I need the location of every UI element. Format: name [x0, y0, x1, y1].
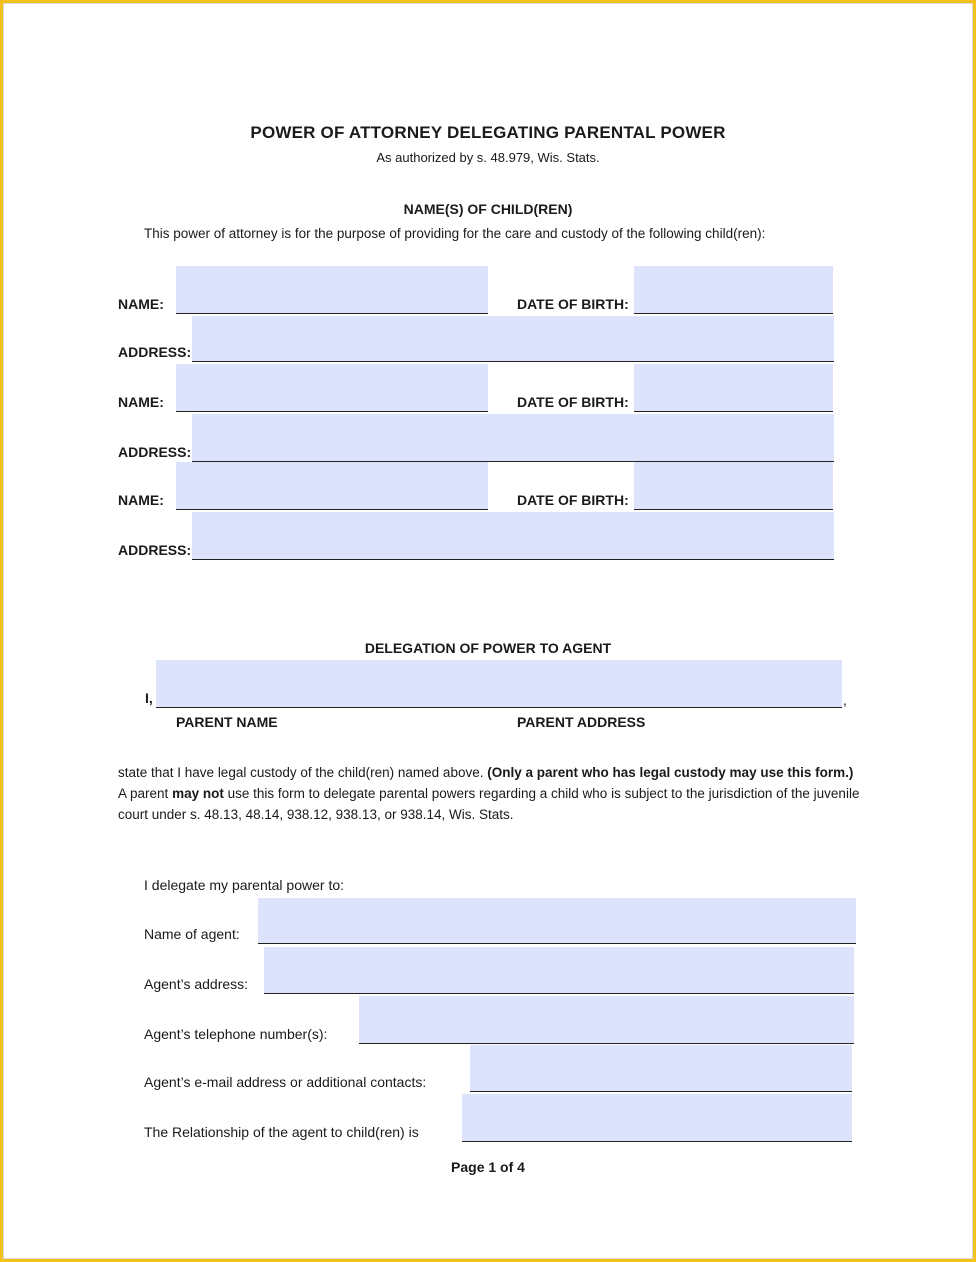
document-title: POWER OF ATTORNEY DELEGATING PARENTAL POWER: [250, 123, 726, 142]
agent-relationship-label: The Relationship of the agent to child(ren) is: [144, 1124, 419, 1140]
child-3-name-label: NAME:: [118, 492, 164, 508]
child-3-address-input[interactable]: [192, 512, 834, 559]
parent-name-caption: PARENT NAME: [176, 714, 278, 730]
agent-relationship-field[interactable]: [462, 1094, 852, 1142]
statement-part-3: use this form to delegate parental powers regarding a child who is subject to the jurisdiction of the juvenile court under s. 48.13, 48.14, 938.12, 938.13, or 938.14, Wis. Stats.: [118, 786, 860, 822]
child-3-dob-input[interactable]: [634, 462, 833, 509]
parent-name-address-field[interactable]: [156, 660, 842, 708]
child-3-address-field[interactable]: [192, 512, 834, 560]
agent-relationship-input[interactable]: [462, 1094, 852, 1141]
children-heading: NAME(S) OF CHILD(REN): [403, 201, 573, 217]
statement-bold-1: (Only a parent who has legal custody may use this form.): [487, 765, 854, 780]
agent-name-input[interactable]: [258, 898, 856, 943]
agent-name-label: Name of agent:: [144, 926, 240, 942]
parent-name-address-input[interactable]: [156, 660, 842, 707]
child-2-dob-label: DATE OF BIRTH:: [517, 394, 629, 410]
agent-email-label: Agent’s e-mail address or additional contacts:: [144, 1074, 427, 1090]
child-3-name-input[interactable]: [176, 462, 488, 509]
agent-address-field[interactable]: [264, 947, 854, 994]
child-2-address-input[interactable]: [192, 414, 834, 461]
parent-address-caption: PARENT ADDRESS: [517, 714, 646, 730]
child-1-address-label: ADDRESS:: [118, 344, 192, 360]
child-1-address-input[interactable]: [192, 316, 834, 361]
child-1-name-label: NAME:: [118, 296, 164, 312]
parent-comma: ,: [843, 692, 847, 708]
child-2-name-input[interactable]: [176, 364, 488, 411]
statement-part-1: state that I have legal custody of the child(ren) named above.: [118, 765, 484, 780]
child-1-dob-field[interactable]: [634, 266, 833, 314]
child-2-dob-field[interactable]: [634, 364, 833, 412]
agent-email-input[interactable]: [470, 1045, 852, 1091]
agent-address-label: Agent’s address:: [144, 976, 249, 992]
child-1-name-input[interactable]: [176, 266, 488, 313]
child-2-name-field[interactable]: [176, 364, 488, 412]
child-2-name-label: NAME:: [118, 394, 164, 410]
document-subtitle: As authorized by s. 48.979, Wis. Stats.: [376, 150, 600, 165]
parent-i-label: I,: [145, 690, 153, 706]
child-3-address-label: ADDRESS:: [118, 542, 192, 558]
agent-name-field[interactable]: [258, 898, 856, 944]
agent-phone-input[interactable]: [359, 996, 854, 1043]
statement-bold-2: may not: [172, 786, 224, 801]
children-intro: This power of attorney is for the purpose of providing for the care and custody of the following child(ren):: [144, 226, 766, 241]
custody-statement: [118, 762, 863, 825]
child-1-dob-label: DATE OF BIRTH:: [517, 296, 629, 312]
agent-phone-label: Agent’s telephone number(s):: [144, 1026, 328, 1042]
child-3-name-field[interactable]: [176, 462, 488, 510]
child-1-address-field[interactable]: [192, 316, 834, 362]
agent-phone-field[interactable]: [359, 996, 854, 1044]
agent-intro: I delegate my parental power to:: [144, 877, 345, 893]
agent-email-field[interactable]: [470, 1045, 852, 1092]
child-1-name-field[interactable]: [176, 266, 488, 314]
child-1-dob-input[interactable]: [634, 266, 833, 313]
child-2-address-label: ADDRESS:: [118, 444, 192, 460]
child-2-dob-input[interactable]: [634, 364, 833, 411]
agent-address-input[interactable]: [264, 947, 854, 993]
child-3-dob-label: DATE OF BIRTH:: [517, 492, 629, 508]
child-3-dob-field[interactable]: [634, 462, 833, 510]
delegation-heading: DELEGATION OF POWER TO AGENT: [364, 640, 612, 656]
child-2-address-field[interactable]: [192, 414, 834, 462]
page-number: Page 1 of 4: [451, 1159, 525, 1175]
statement-part-2: A parent: [118, 786, 169, 801]
